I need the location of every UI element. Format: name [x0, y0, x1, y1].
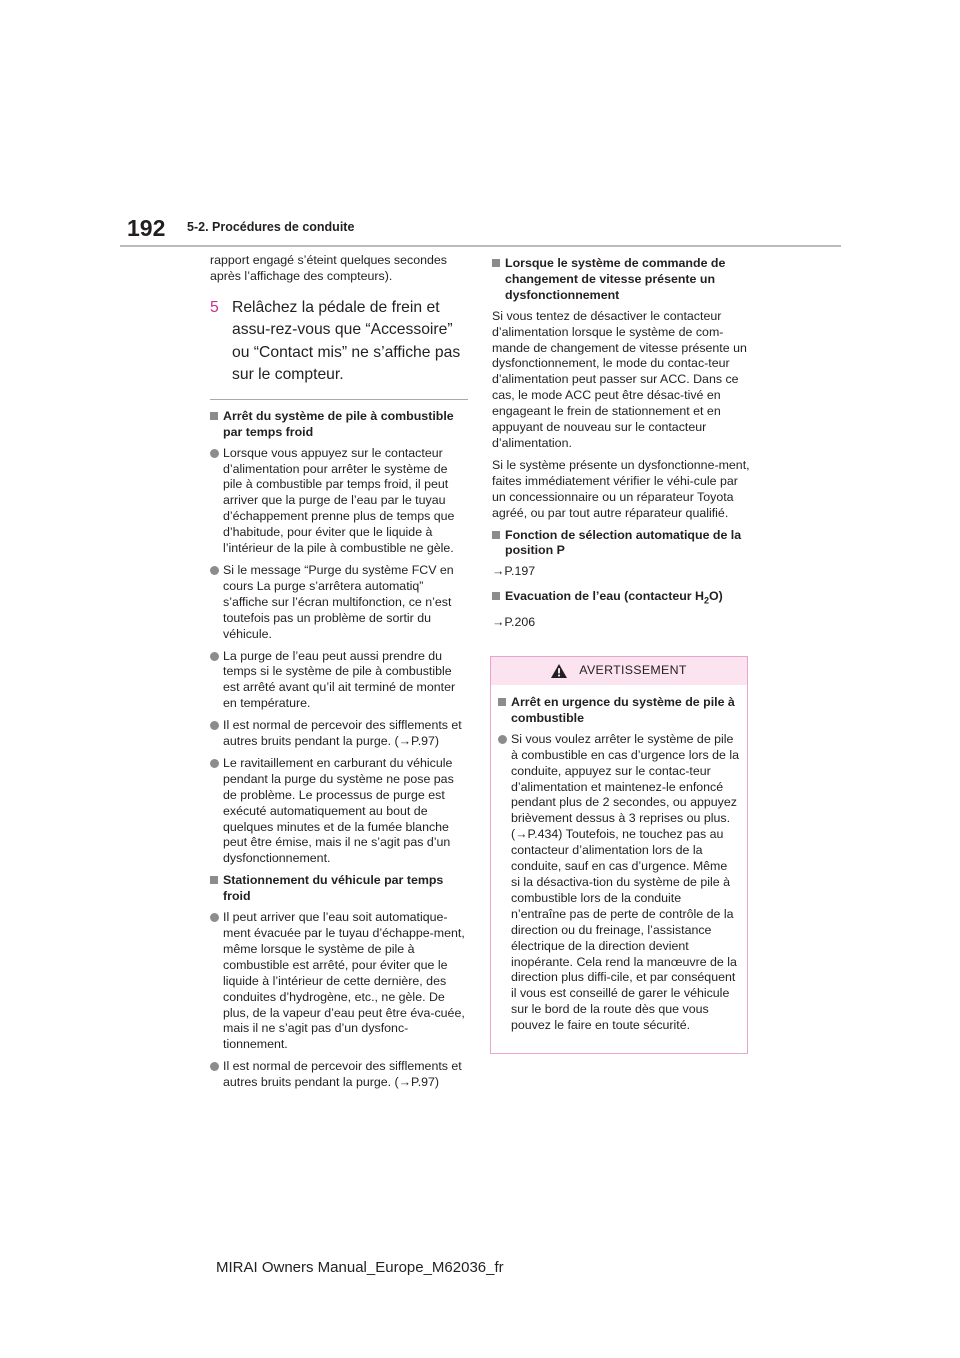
- intro-paragraph: rapport engagé s’éteint quelques secondes après l’affichage des compteurs).: [210, 253, 447, 283]
- page-reference-link[interactable]: →P.197: [492, 564, 536, 579]
- round-bullet-icon: [498, 732, 511, 1034]
- right-column: [492, 256, 750, 640]
- section-heading: Fonction de sélection automatique de la position P: [492, 528, 750, 560]
- square-bullet-icon: [210, 409, 223, 441]
- square-bullet-icon: [492, 589, 505, 609]
- warning-triangle-icon: [551, 664, 567, 678]
- round-bullet-icon: [210, 718, 223, 750]
- list-item: Si vous voulez arrêter le système de pile à combustible en cas d’urgence lors de la conduite, appuyez sur le contac-teur d’alimentation et maintenez-le enfoncé pendant plus de 2 secondes, ou appuyez brièvement dessus à 3 reprises ou plus. (→P.434) Toutefois, ne touchez pas au contacteur d’alimentation lors de la conduite, sauf en cas d’urgence. Même si la désactiva-tion du système de pile à combustible lors de la conduite n’entraîne pas de perte de contrôle de la direction ou du freinage, l’assistance électrique de la direction devient inopérante. Cela rend la manœuvre de la direction plus diffi-cile, et par conséquent il vous est conseillé de garer le véhicule sur le bord de la route dès que vous pouvez le faire en toute sécurité.: [498, 732, 739, 1034]
- square-bullet-icon: [498, 695, 511, 727]
- round-bullet-icon: [210, 649, 223, 713]
- warning-header: [491, 657, 747, 685]
- list-item: Il est normal de percevoir des sifflements et autres bruits pendant la purge. (→P.97): [210, 718, 468, 750]
- list-item: Si le message “Purge du système FCV en cours La purge s’arrêtera automatiq” s’affiche sur l’écran multifonction, ce n’est toutefois pas un problème de sortir du véhicule.: [210, 563, 468, 643]
- list-item: Il peut arriver que l’eau soit automatique-ment évacuée par le tuyau d’échappe-ment, même lorsque le système de pile à combustible est arrêté, pour éviter que le liquide à l’intérieur de cette dernière, des conduites d’hydrogène, etc., ne gèle. De plus, de la vapeur d’eau peut être éva-cuée, mais il ne s’agit pas d’un dysfonc-tionnement.: [210, 910, 468, 1053]
- section-heading: Evacuation de l’eau (contacteur $H_2O$): [492, 589, 750, 609]
- section-divider: [210, 399, 468, 400]
- body-paragraph: Si le système présente un dysfonctionne-ment, faites immédiatement vérifier le véhi-cule par un concessionnaire ou un réparateur Toyota agréé, ou par tout autre réparateur qualifié.: [492, 457, 750, 520]
- footer-text: MIRAI Owners Manual_Europe_M62036_fr: [216, 1259, 504, 1276]
- warning-box: [490, 656, 748, 1054]
- square-bullet-icon: [492, 528, 505, 560]
- round-bullet-icon: [210, 563, 223, 643]
- warning-body: [491, 685, 747, 1034]
- round-bullet-icon: [210, 446, 223, 557]
- section-heading: Stationnement du véhicule par temps froid: [210, 873, 468, 905]
- round-bullet-icon: [210, 1059, 223, 1091]
- round-bullet-icon: [210, 910, 223, 1053]
- square-bullet-icon: [210, 873, 223, 905]
- step-text: Relâchez la pédale de frein et assu-rez-vous que “Accessoire” ou “Contact mis” ne s’affiche pas sur le compteur.: [232, 298, 461, 384]
- step-number: 5: [210, 298, 219, 316]
- list-item: La purge de l’eau peut aussi prendre du temps si le système de pile à combustible est arrêté avant qu’il ait terminé de monter en température.: [210, 649, 468, 713]
- warning-title: AVERTISSEMENT: [579, 663, 687, 678]
- warning-heading: Arrêt en urgence du système de pile à combustible: [498, 695, 739, 727]
- section-title: 5-2. Procédures de conduite: [187, 220, 355, 234]
- round-bullet-icon: [210, 756, 223, 867]
- list-item: Il est normal de percevoir des sifflements et autres bruits pendant la purge. (→P.97): [210, 1059, 468, 1091]
- body-paragraph: Si vous tentez de désactiver le contacteur d’alimentation lorsque le système de com-mande de changement de vitesse présente un dysfonctionnement, le mode du contac-teur d’alimentation peut passer sur ACC. Dans ce cas, le mode ACC peut être désac-tivé en engageant le frein de stationnement et en appuyant de nouveau sur le contacteur d’alimentation.: [492, 308, 747, 450]
- list-item: Le ravitaillement en carburant du véhicule pendant la purge du système ne pose pas de problème. Le processus de purge est exécuté automatiquement au bout de quelques minutes et de la fumée blanche peut être émise, mais il ne s’agit pas d’un dysfonctionnement.: [210, 756, 468, 867]
- square-bullet-icon: [492, 256, 505, 304]
- page-reference-link[interactable]: →P.206: [492, 614, 536, 629]
- section-heading: Arrêt du système de pile à combustible par temps froid: [210, 409, 468, 441]
- header-divider: [120, 245, 841, 247]
- step-5: [210, 297, 468, 387]
- list-item: Lorsque vous appuyez sur le contacteur d’alimentation pour arrêter le système de pile à combustible par temps froid, il peut arriver que la purge de l’eau par le tuyau d’échappement prenne plus de temps que d’habitude, pour éviter que le liquide à l’intérieur de la pile à combustible ne gèle.: [210, 446, 468, 557]
- section-heading: Lorsque le système de commande de changement de vitesse présente un dysfonctionnement: [492, 256, 750, 304]
- left-column: [210, 253, 468, 1097]
- page-number: 192: [127, 215, 166, 241]
